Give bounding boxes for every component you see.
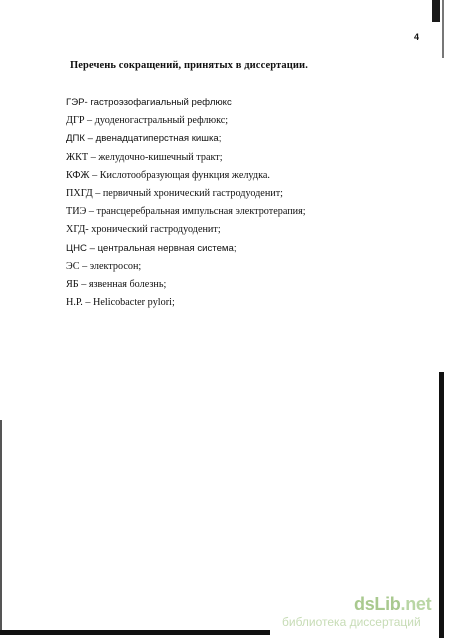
watermark-tagline: библиотека диссертаций bbox=[282, 615, 421, 629]
abbreviation-item: ЯБ – язвенная болезнь; bbox=[66, 278, 167, 290]
watermark-logo bbox=[354, 594, 431, 615]
abbreviation-item: ТИЭ – трансцеребральная импульсная электротерапия; bbox=[66, 206, 306, 218]
abbreviation-list bbox=[66, 95, 306, 313]
abbreviation-item: ХГД- хронический гастродуоденит; bbox=[66, 224, 221, 236]
scan-edge-top-line bbox=[442, 0, 444, 58]
scan-edge-left bbox=[0, 420, 2, 630]
abbreviation-item: ПХГД – первичный хронический гастродуоденит; bbox=[66, 187, 284, 199]
page-title: Перечень сокращений, принятых в диссертации. bbox=[70, 60, 308, 71]
abbreviation-item: ЖКТ – желудочно-кишечный тракт; bbox=[66, 151, 223, 163]
page-number: 4 bbox=[414, 32, 420, 42]
abbreviation-item: Н.Р. – Helicobacter pylori; bbox=[66, 297, 175, 309]
scan-edge-bottom bbox=[0, 630, 270, 635]
watermark-logo-ds: ds bbox=[354, 594, 375, 614]
abbreviation-item: КФЖ – Кислотообразующая функция желудка. bbox=[66, 169, 270, 181]
abbreviation-item: ДПК – двенадцатиперстная кишка; bbox=[66, 133, 222, 145]
abbreviation-item: ЦНС – центральная нервная система; bbox=[66, 242, 237, 254]
watermark-logo-lib: Lib bbox=[374, 594, 401, 614]
scan-edge-top bbox=[432, 0, 440, 22]
abbreviation-item: ДГР – дуоденогастральный рефлюкс; bbox=[66, 115, 229, 127]
watermark bbox=[272, 594, 442, 634]
abbreviation-item: ГЭР- гастроэзофагиальный рефлюкс bbox=[66, 97, 232, 108]
abbreviation-item: ЭС – электросон; bbox=[66, 260, 142, 272]
watermark-logo-net: .net bbox=[400, 594, 432, 614]
